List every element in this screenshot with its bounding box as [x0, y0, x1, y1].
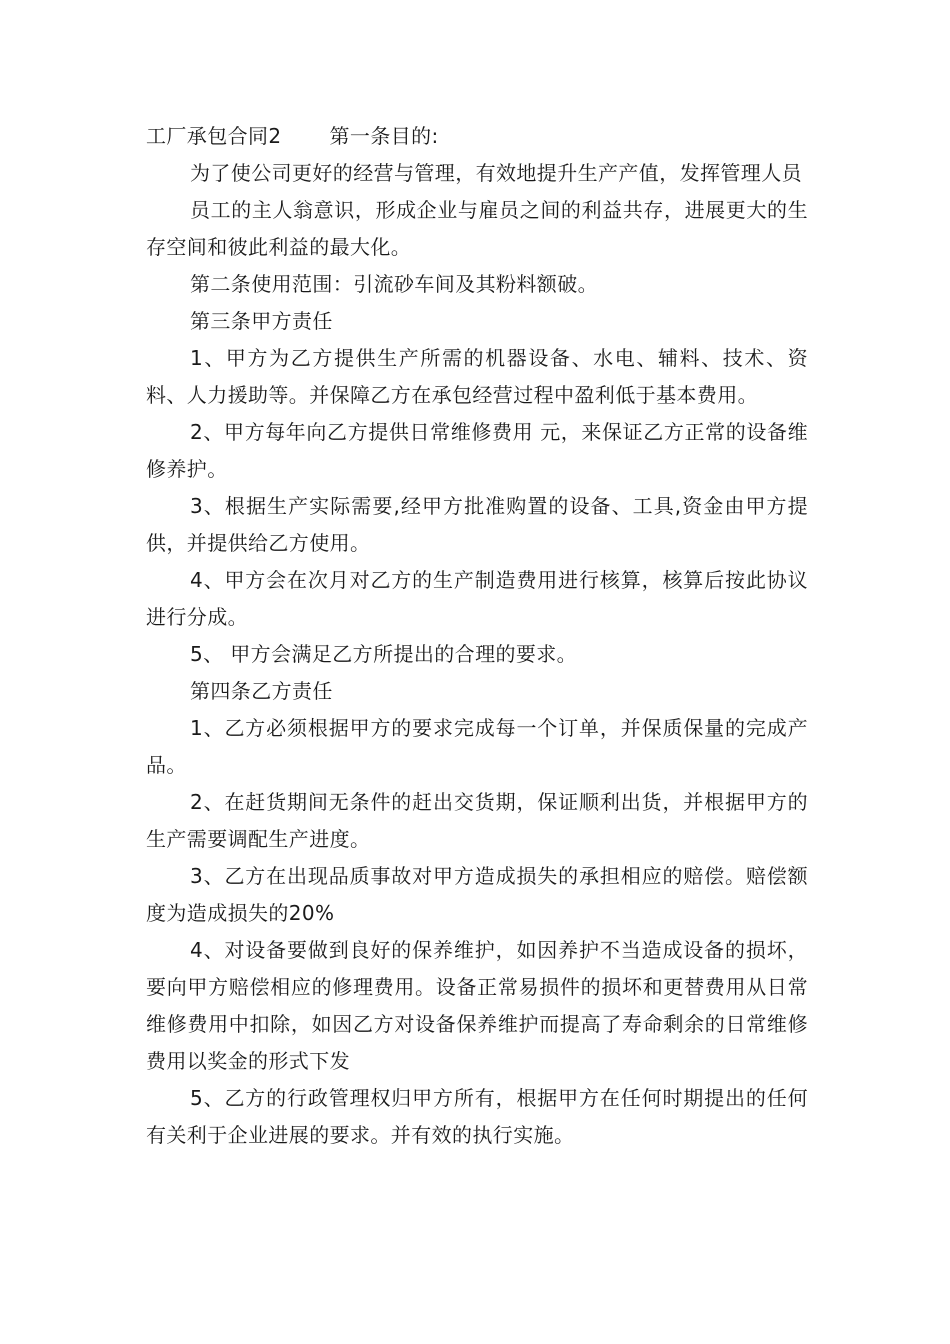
section-heading-4: 第四条乙方责任	[190, 679, 333, 703]
section-heading-2: 第二条使用范围：引流砂车间及其粉料额破。	[190, 272, 598, 296]
clause-3-1: 1、甲方为乙方提供生产所需的机器设备、水电、辅料、技术、资料、人力援助等。并保障乙方在承包经营过程中盈利低于基本费用。	[146, 346, 808, 407]
clause-4-4: 4、对设备要做到良好的保养维护，如因养护不当造成设备的损坏，要向甲方赔偿相应的修理费用。设备正常易损件的损坏和更替费用从日常维修费用中扣除，如因乙方对设备保养维护而提高了寿命剩余的日常维修费用以奖金的形式下发	[146, 938, 808, 1073]
clause-4-2: 2、在赶货期间无条件的赶出交货期，保证顺利出货，并根据甲方的生产需要调配生产进度。	[146, 790, 808, 851]
clause-4-5: 5、乙方的行政管理权归甲方所有，根据甲方在任何时期提出的任何有关利于企业进展的要求。并有效的执行实施。	[146, 1086, 808, 1147]
clause-4-1: 1、乙方必须根据甲方的要求完成每一个订单，并保质保量的完成产品。	[146, 716, 808, 777]
clause-3-5: 5、 甲方会满足乙方所提出的合理的要求。	[190, 642, 578, 666]
paragraph-1: 为了使公司更好的经营与管理，有效地提升生产产值，发挥管理人员	[190, 161, 802, 185]
section-heading-3: 第三条甲方责任	[190, 309, 333, 333]
clause-3-2: 2、甲方每年向乙方提供日常维修费用 元，来保证乙方正常的设备维修养护。	[146, 420, 808, 481]
clause-3-4: 4、甲方会在次月对乙方的生产制造费用进行核算，核算后按此协议进行分成。	[146, 568, 808, 629]
clause-4-3: 3、乙方在出现品质事故对甲方造成损失的承担相应的赔偿。赔偿额度为造成损失的20%	[146, 864, 808, 925]
section-heading-1: 第一条目的:	[329, 124, 439, 148]
document-body	[146, 118, 808, 1154]
document-title: 工厂承包合同2	[146, 124, 282, 148]
clause-3-3: 3、根据生产实际需要,经甲方批准购置的设备、工具,资金由甲方提供，并提供给乙方使用。	[146, 494, 808, 555]
paragraph-2: 员工的主人翁意识，形成企业与雇员之间的利益共存，进展更大的生存空间和彼此利益的最大化。	[146, 198, 808, 259]
title-line	[146, 118, 808, 155]
